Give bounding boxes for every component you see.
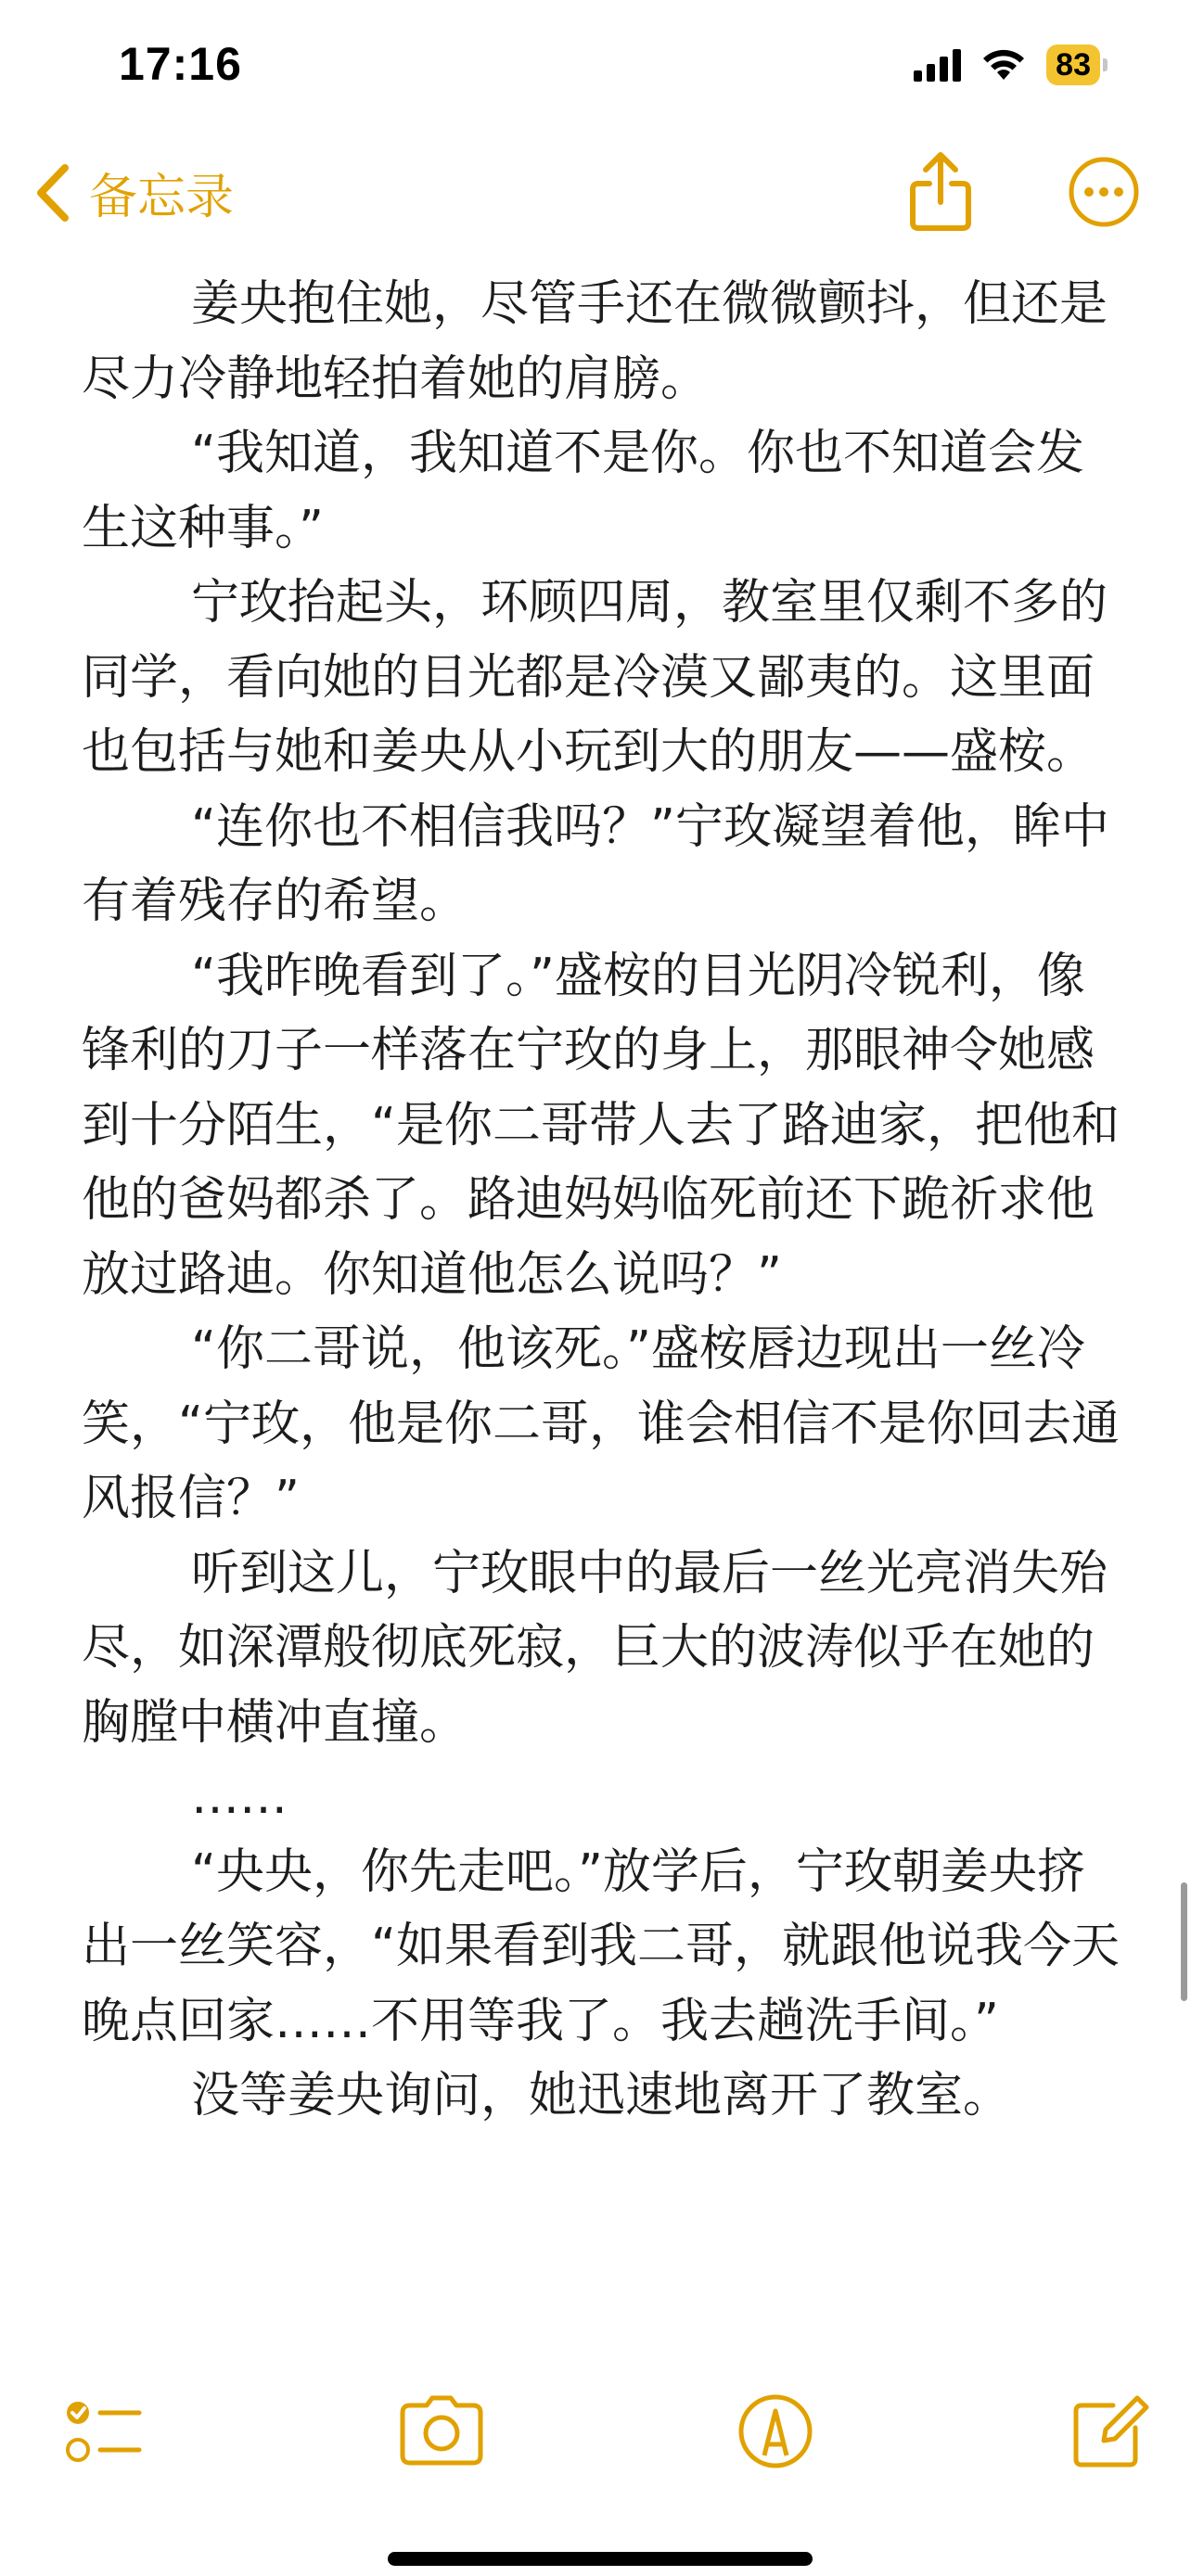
scroll-indicator[interactable] [1181, 1882, 1187, 2001]
note-paragraph: “央央，你先走吧。”放学后，宁玫朝姜央挤出一丝笑容，“如果看到我二哥，就跟他说我今天晚点回家……不用等我了。我去趟洗手间。” [82, 1843, 1120, 2049]
home-indicator[interactable] [388, 2552, 813, 2566]
ellipsis-circle-icon[interactable] [1067, 155, 1141, 229]
note-body[interactable] [82, 267, 1121, 2134]
chevron-left-icon [33, 162, 74, 223]
share-icon[interactable] [907, 150, 974, 234]
pen-markup-icon[interactable] [736, 2392, 814, 2470]
battery-level: 83 [1046, 45, 1100, 85]
wifi-icon [980, 46, 1028, 83]
status-time: 17:16 [119, 38, 242, 90]
note-paragraph: “我知道，我知道不是你。你也不知道会发生这种事。” [82, 426, 1084, 556]
note-paragraph: 姜央抱住她，尽管手还在微微颤抖，但还是尽力冷静地轻拍着她的肩膀。 [82, 276, 1108, 407]
back-button[interactable] [33, 158, 234, 227]
bottom-toolbar [0, 2392, 1191, 2485]
compose-icon[interactable] [1070, 2392, 1150, 2470]
cellular-signal-icon [914, 48, 961, 82]
navigation-bar [0, 130, 1191, 250]
status-bar [0, 0, 1191, 130]
status-indicators [914, 45, 1108, 85]
note-paragraph: 宁玫抬起头，环顾四周，教室里仅剩不多的同学，看向她的目光都是冷漠又鄙夷的。这里面也包括与她和姜央从小玩到大的朋友——盛桉。 [82, 575, 1108, 780]
back-label: 备忘录 [89, 170, 235, 225]
note-paragraph: “我昨晚看到了。”盛桉的目光阴冷锐利，像锋利的刀子一样落在宁玫的身上，那眼神令她感到十分陌生，“是你二哥带人去了路迪家，把他和他的爸妈都杀了。路迪妈妈临死前还下跪祈求他放过路迪。你知道他怎么说吗？” [82, 948, 1120, 1303]
camera-icon[interactable] [399, 2394, 484, 2467]
battery-tip [1103, 58, 1108, 71]
note-paragraph: …… [191, 1769, 288, 1825]
note-paragraph: “连你也不相信我吗？”宁玫凝望着他，眸中有着残存的希望。 [82, 798, 1109, 929]
note-paragraph: 没等姜央询问，她迅速地离开了教室。 [191, 2068, 1012, 2123]
note-paragraph: 听到这儿，宁玫眼中的最后一丝光亮消失殆尽，如深潭般彻底死寂，巨大的波涛似乎在她的胸膛中横冲直撞。 [82, 1545, 1108, 1751]
checklist-icon[interactable] [61, 2392, 143, 2470]
battery-indicator [1046, 45, 1108, 85]
note-paragraph: “你二哥说，他该死。”盛桉唇边现出一丝冷笑，“宁玫，他是你二哥，谁会相信不是你回去通风报信？” [82, 1321, 1120, 1526]
